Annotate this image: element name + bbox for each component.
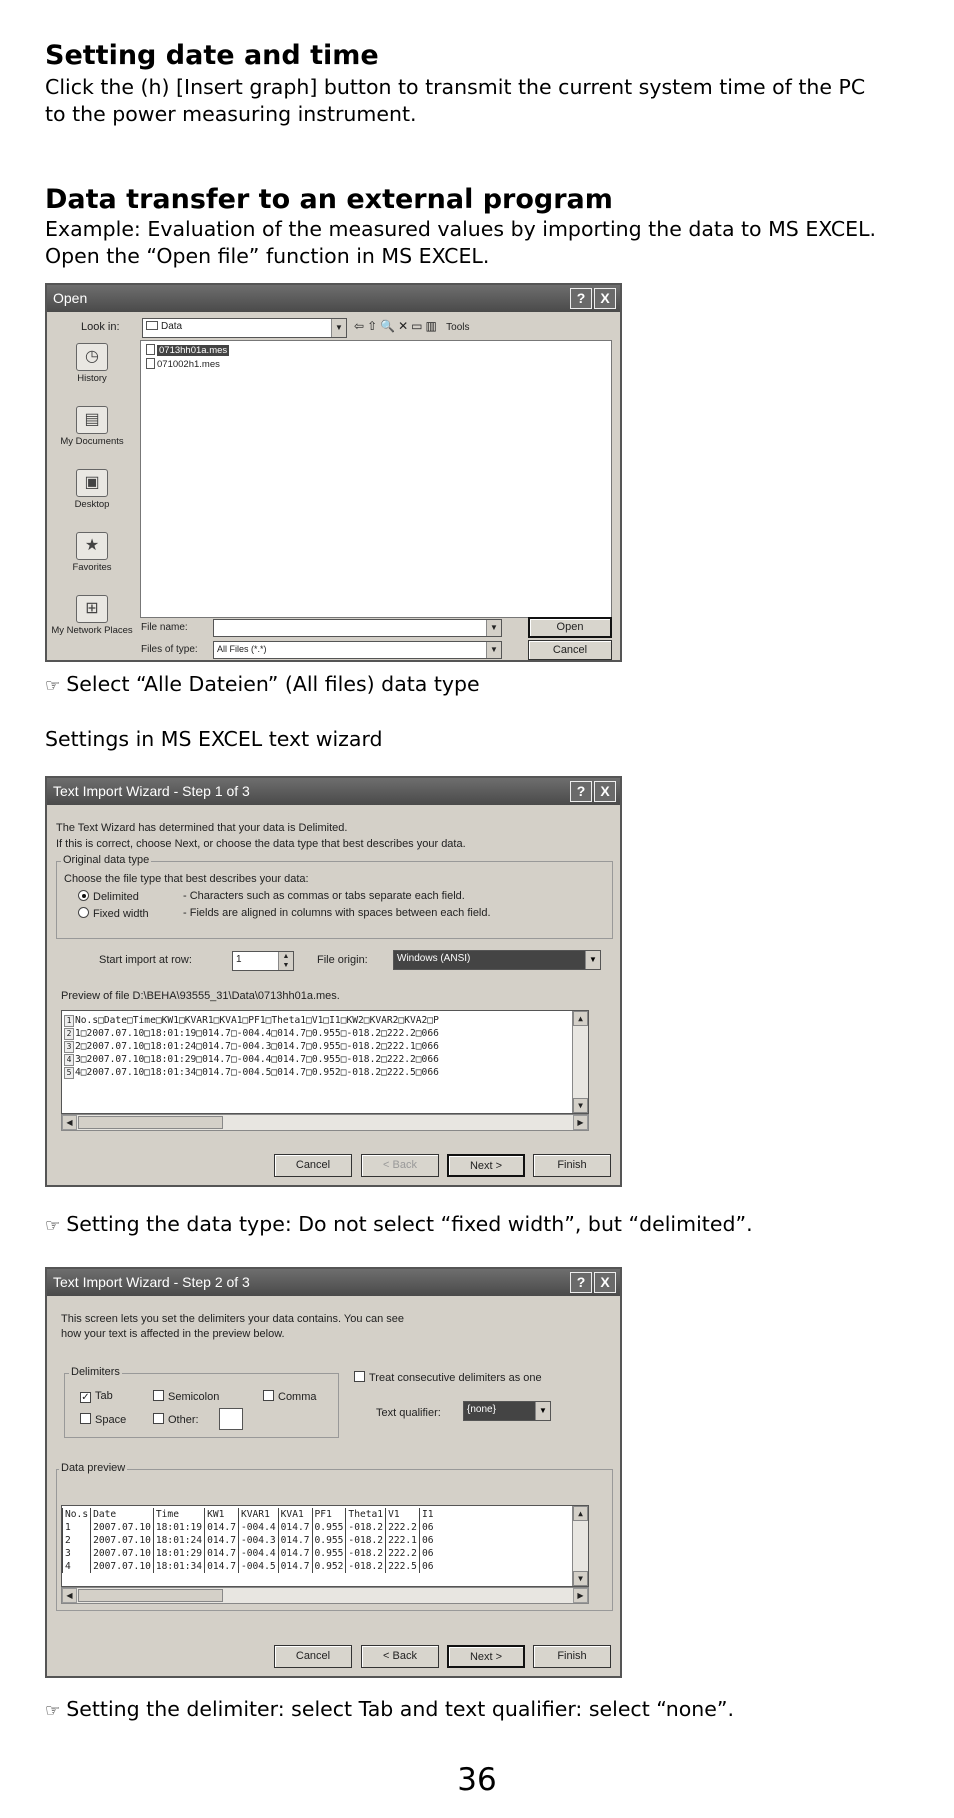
checkbox-label: Other:	[168, 1414, 199, 1426]
place-label: Desktop	[74, 499, 110, 510]
scroll-left-icon[interactable]: ◀	[62, 1588, 77, 1603]
table-cell: 0.955	[312, 1521, 346, 1534]
look-in-dropdown[interactable]	[142, 318, 347, 338]
pointing-hand-icon: ☞	[45, 1701, 61, 1721]
scroll-up-icon[interactable]: ▲	[573, 1011, 588, 1026]
radio-unselected-icon	[78, 907, 89, 918]
group-label: Delimiters	[71, 1366, 120, 1378]
page-number: 36	[457, 1762, 497, 1798]
preview-table-container	[62, 1506, 588, 1573]
scroll-thumb[interactable]	[78, 1589, 223, 1602]
fixed-width-description: - Fields are aligned in columns with spaces between each field.	[183, 907, 491, 919]
delimited-description: - Characters such as commas or tabs separate each field.	[183, 890, 465, 902]
column-header[interactable]: I1	[419, 1508, 435, 1521]
preview-row	[64, 1040, 570, 1053]
vertical-scrollbar[interactable]	[572, 1506, 588, 1586]
file-type-value: All Files (*.*)	[217, 644, 267, 654]
radio-label: Fixed width	[93, 908, 149, 920]
table-header-row	[63, 1508, 436, 1521]
chevron-down-icon: ▼	[331, 319, 346, 337]
table-cell: 1	[63, 1521, 91, 1534]
file-item[interactable]	[146, 344, 229, 356]
table-cell: 222.2	[386, 1547, 420, 1560]
radio-label: Delimited	[93, 891, 139, 903]
table-row	[63, 1534, 436, 1547]
preview-file-label: Preview of file D:\BEHA\93555_31\Data\0713hh01a.mes.	[61, 990, 340, 1002]
file-name: 071002h1.mes	[157, 359, 220, 370]
note-text: Select “Alle Dateien” (All files) data type	[66, 672, 480, 696]
text-qualifier-label: Text qualifier:	[376, 1407, 441, 1419]
chevron-down-icon: ▼	[486, 620, 501, 636]
text-import-wizard-step2	[45, 1267, 622, 1678]
column-header[interactable]: Date	[91, 1508, 154, 1521]
radio-selected-icon	[78, 890, 89, 901]
scroll-thumb[interactable]	[78, 1116, 223, 1129]
semicolon-checkbox[interactable]	[153, 1390, 219, 1403]
intro-text: The Text Wizard has determined that your data is Delimited.	[56, 822, 348, 834]
data-preview-grid[interactable]	[61, 1505, 589, 1587]
cancel-button[interactable]: Cancel	[528, 640, 612, 660]
column-header[interactable]: Time	[153, 1508, 204, 1521]
table-cell: 0.955	[312, 1547, 346, 1560]
checkmark-icon: ✓	[81, 1392, 90, 1403]
chevron-down-icon: ▼	[585, 951, 600, 969]
text-qualifier-dropdown[interactable]	[463, 1401, 551, 1421]
table-cell: 222.5	[386, 1560, 420, 1573]
place-desktop[interactable]	[51, 469, 133, 532]
table-cell: -018.2	[346, 1547, 386, 1560]
folder-icon	[146, 321, 158, 330]
cancel-button[interactable]: Cancel	[274, 1645, 352, 1668]
spin-arrows-icon[interactable]: ▲ ▼	[278, 952, 293, 970]
preview-row	[64, 1053, 570, 1066]
table-cell: -004.4	[238, 1521, 278, 1534]
table-cell: -004.3	[238, 1534, 278, 1547]
row-number: 4	[64, 1054, 74, 1066]
back-button[interactable]: < Back	[361, 1154, 439, 1177]
settings-caption: Settings in MS EXCEL text wizard	[45, 727, 383, 751]
treat-consecutive-checkbox[interactable]	[354, 1371, 542, 1384]
row-text: 4□2007.07.10□18:01:34□014.7□-004.5□014.7□0.952□-018.2□222.5□066	[75, 1067, 439, 1078]
scroll-left-icon[interactable]: ◀	[62, 1115, 77, 1130]
column-header[interactable]: KVAR1	[238, 1508, 278, 1521]
pointing-hand-icon: ☞	[45, 1216, 61, 1236]
file-origin-dropdown[interactable]	[393, 950, 601, 970]
checkbox-label: Tab	[95, 1390, 113, 1402]
note-text: Setting the delimiter: select Tab and text qualifier: select “none”.	[66, 1697, 735, 1721]
table-cell: 014.7	[205, 1560, 239, 1573]
table-cell: 06	[419, 1521, 435, 1534]
close-button[interactable]: X	[594, 1272, 616, 1293]
tools-menu[interactable]: Tools	[446, 322, 470, 333]
section-text-data-transfer	[45, 216, 925, 270]
table-cell: -018.2	[346, 1534, 386, 1547]
file-icon	[146, 358, 155, 369]
close-button[interactable]: X	[594, 288, 616, 309]
table-cell: 18:01:29	[153, 1547, 204, 1560]
checkbox-empty-icon	[263, 1390, 274, 1401]
other-checkbox[interactable]	[153, 1413, 199, 1426]
place-history[interactable]	[51, 343, 133, 406]
new-folder-icon[interactable]: ▭	[411, 319, 426, 333]
horizontal-scrollbar[interactable]	[61, 1114, 589, 1131]
file-origin-label: File origin:	[317, 954, 368, 966]
instruction-note	[45, 1697, 734, 1721]
table-cell: -018.2	[346, 1521, 386, 1534]
column-header[interactable]: No.s	[63, 1508, 91, 1521]
table-cell: 014.7	[278, 1521, 312, 1534]
open-button[interactable]	[528, 617, 612, 638]
file-type-dropdown[interactable]	[213, 641, 502, 659]
dialog-title: Text Import Wizard - Step 2 of 3	[53, 1274, 250, 1290]
start-row-stepper[interactable]	[232, 951, 294, 971]
text-line: Click the (h) [Insert graph] button to transmit the current system time of the PC	[45, 75, 866, 99]
place-label: Favorites	[72, 562, 112, 573]
search-web-icon[interactable]: 🔍	[380, 319, 399, 333]
section-heading-data-transfer: Data transfer to an external program	[45, 184, 613, 215]
row-text: 2□2007.07.10□18:01:24□014.7□-004.3□014.7□0.955□-018.2□222.1□066	[75, 1041, 439, 1052]
finish-button[interactable]: Finish	[533, 1645, 611, 1668]
text-import-wizard-step1	[45, 776, 622, 1187]
intro-text: If this is correct, choose Next, or choose the data type that best describes your data.	[56, 838, 466, 850]
history-icon: ◷	[76, 343, 108, 371]
place-my-network[interactable]	[51, 595, 133, 658]
other-delimiter-input[interactable]	[219, 1408, 243, 1430]
open-button-label: Open	[556, 621, 584, 633]
table-cell: 014.7	[205, 1534, 239, 1547]
look-in-label: Look in:	[81, 321, 120, 333]
table-cell: -018.2	[346, 1560, 386, 1573]
file-item[interactable]	[146, 358, 220, 370]
dialog-title: Text Import Wizard - Step 1 of 3	[53, 783, 250, 799]
row-text: 3□2007.07.10□18:01:29□014.7□-004.4□014.7□0.955□-018.2□222.2□066	[75, 1054, 439, 1065]
delete-icon[interactable]: ✕	[398, 319, 412, 333]
vertical-scrollbar[interactable]	[572, 1011, 588, 1113]
file-origin-value: Windows (ANSI)	[397, 953, 471, 964]
text-line: Example: Evaluation of the measured values by importing the data to MS EXCEL.	[45, 217, 877, 241]
text-line: Open the “Open file” function in MS EXCEL.	[45, 244, 490, 268]
table-cell: 014.7	[205, 1521, 239, 1534]
file-name-label: File name:	[141, 622, 188, 633]
network-icon: ⊞	[76, 595, 108, 623]
start-import-label: Start import at row:	[99, 954, 192, 966]
table-cell: 014.7	[205, 1547, 239, 1560]
note-text: Setting the data type: Do not select “fixed width”, but “delimited”.	[66, 1212, 753, 1236]
row-number: 2	[64, 1028, 74, 1040]
text-line: to the power measuring instrument.	[45, 102, 417, 126]
file-name-input[interactable]	[213, 619, 502, 637]
radio-fixed-width[interactable]	[78, 907, 149, 920]
text-qualifier-value: {none}	[467, 1404, 496, 1415]
table-cell: 06	[419, 1534, 435, 1547]
table-cell: 3	[63, 1547, 91, 1560]
help-button[interactable]: ?	[570, 1272, 592, 1293]
dialog-titlebar	[47, 285, 620, 312]
preview-row	[64, 1066, 570, 1079]
row-number: 1	[64, 1015, 74, 1027]
table-cell: 06	[419, 1560, 435, 1573]
table-cell: 2007.07.10	[91, 1534, 154, 1547]
close-button[interactable]: X	[594, 781, 616, 802]
row-text: 1□2007.07.10□18:01:19□014.7□-004.4□014.7□0.955□-018.2□222.2□066	[75, 1028, 439, 1039]
space-checkbox[interactable]	[80, 1413, 126, 1426]
column-header[interactable]: KW1	[205, 1508, 239, 1521]
scroll-down-icon[interactable]: ▼	[573, 1098, 588, 1113]
place-label: My Network Places	[51, 625, 133, 636]
preview-row	[64, 1027, 570, 1040]
preview-row	[64, 1014, 570, 1027]
preview-rows	[62, 1011, 588, 1079]
back-button[interactable]: < Back	[361, 1645, 439, 1668]
dialog-title: Open	[53, 290, 88, 306]
table-cell: 014.7	[278, 1560, 312, 1573]
delimiters-group	[64, 1373, 339, 1438]
scroll-right-icon[interactable]: ▶	[573, 1588, 588, 1603]
tab-checkbox[interactable]	[80, 1390, 113, 1403]
table-cell: 014.7	[278, 1547, 312, 1560]
next-button[interactable]: Next >	[447, 1154, 525, 1177]
table-cell: -004.4	[238, 1547, 278, 1560]
finish-button[interactable]: Finish	[533, 1154, 611, 1177]
views-icon[interactable]: ▥	[425, 319, 440, 333]
table-cell: 2	[63, 1534, 91, 1547]
pointing-hand-icon: ☞	[45, 676, 61, 696]
checkbox-empty-icon	[153, 1390, 164, 1401]
cancel-button[interactable]: Cancel	[274, 1154, 352, 1177]
table-row	[63, 1560, 436, 1573]
row-number: 5	[64, 1067, 74, 1079]
table-cell: -004.5	[238, 1560, 278, 1573]
section-text-date-time	[45, 74, 925, 128]
choose-label: Choose the file type that best describes your data:	[64, 873, 309, 885]
table-row	[63, 1547, 436, 1560]
table-cell: 18:01:34	[153, 1560, 204, 1573]
dialog-titlebar	[47, 1269, 620, 1296]
column-header[interactable]: V1	[386, 1508, 420, 1521]
table-cell: 222.1	[386, 1534, 420, 1547]
table-cell: 18:01:19	[153, 1521, 204, 1534]
scroll-right-icon[interactable]: ▶	[573, 1115, 588, 1130]
column-header[interactable]: KVA1	[278, 1508, 312, 1521]
places-bar	[51, 343, 133, 658]
place-my-documents[interactable]	[51, 406, 133, 469]
table-cell: 222.2	[386, 1521, 420, 1534]
checkbox-label: Space	[95, 1414, 127, 1426]
place-label: My Documents	[60, 436, 124, 447]
file-type-label: Files of type:	[141, 644, 198, 655]
look-in-value: Data	[161, 321, 183, 332]
section-heading-date-time: Setting date and time	[45, 40, 379, 71]
row-number: 3	[64, 1041, 74, 1053]
instruction-note	[45, 1212, 753, 1236]
group-label: Original data type	[63, 854, 150, 866]
table-cell: 2007.07.10	[91, 1521, 154, 1534]
help-button[interactable]: ?	[570, 781, 592, 802]
file-name: 0713hh01a.mes	[159, 345, 228, 356]
intro-text: This screen lets you set the delimiters your data contains. You can see	[61, 1313, 405, 1325]
table-cell: 06	[419, 1547, 435, 1560]
checkbox-empty-icon	[80, 1413, 91, 1424]
table-cell: 18:01:24	[153, 1534, 204, 1547]
place-label: History	[77, 373, 107, 384]
desktop-icon: ▣	[76, 469, 108, 497]
dialog-titlebar	[47, 778, 620, 805]
table-cell: 0.952	[312, 1560, 346, 1573]
place-favorites[interactable]	[51, 532, 133, 595]
favorites-icon: ★	[76, 532, 108, 560]
scroll-up-icon[interactable]: ▲	[573, 1506, 588, 1521]
table-row	[63, 1521, 436, 1534]
column-header[interactable]: Theta1	[346, 1508, 386, 1521]
table-cell: 2007.07.10	[91, 1560, 154, 1573]
table-cell: 014.7	[278, 1534, 312, 1547]
radio-delimited[interactable]	[78, 890, 139, 903]
row-text: No.s□Date□Time□KW1□KVAR1□KVA1□PF1□Theta1□V1□I1□KW2□KVAR2□KVA2□P	[75, 1015, 439, 1026]
checkbox-label: Comma	[278, 1391, 317, 1403]
checkbox-label: Semicolon	[168, 1391, 220, 1403]
file-preview[interactable]	[61, 1010, 589, 1114]
help-button[interactable]: ?	[570, 288, 592, 309]
open-file-dialog	[45, 283, 622, 662]
group-label: Data preview	[61, 1462, 126, 1474]
chevron-down-icon: ▼	[486, 642, 501, 658]
horizontal-scrollbar[interactable]	[61, 1587, 589, 1604]
instruction-note	[45, 672, 480, 696]
table-cell: 0.955	[312, 1534, 346, 1547]
intro-text: how your text is affected in the preview below.	[61, 1328, 285, 1340]
checkbox-empty-icon	[354, 1371, 365, 1382]
checkbox-empty-icon	[153, 1413, 164, 1424]
checkbox-label: Treat consecutive delimiters as one	[369, 1372, 542, 1384]
file-icon	[146, 344, 155, 355]
chevron-down-icon: ▼	[535, 1402, 550, 1420]
start-row-value: 1	[236, 954, 242, 965]
toolbar	[354, 319, 470, 333]
table-cell: 2007.07.10	[91, 1547, 154, 1560]
scroll-down-icon[interactable]: ▼	[573, 1571, 588, 1586]
preview-table	[62, 1508, 436, 1573]
comma-checkbox[interactable]	[263, 1390, 317, 1403]
my-documents-icon: ▤	[76, 406, 108, 434]
column-header[interactable]: PF1	[312, 1508, 346, 1521]
table-cell: 4	[63, 1560, 91, 1573]
up-folder-icon[interactable]: ⇧	[367, 319, 381, 333]
file-list[interactable]	[140, 340, 612, 618]
back-arrow-icon[interactable]: ⇦	[354, 319, 368, 333]
next-button[interactable]: Next >	[447, 1645, 525, 1668]
